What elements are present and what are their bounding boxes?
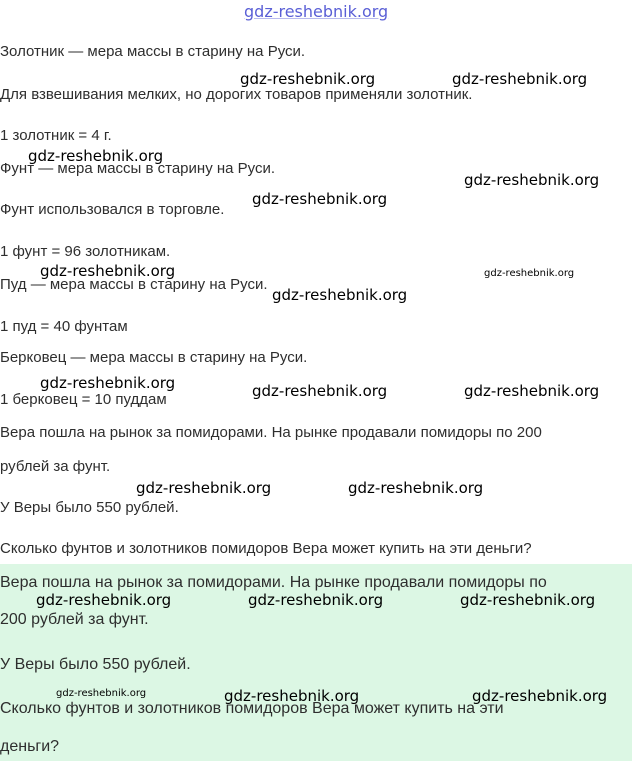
watermark: gdz-reshebnik.org — [464, 382, 600, 400]
text-line: Фунт использовался в торговле. — [0, 201, 225, 218]
watermark: gdz-reshebnik.org — [56, 688, 147, 699]
header-watermark-link[interactable]: gdz-reshebnik.org — [244, 2, 389, 21]
text-line: 1 фунт = 96 золотникам. — [0, 243, 171, 260]
watermark: gdz-reshebnik.org — [224, 687, 360, 705]
watermark: gdz-reshebnik.org — [40, 374, 176, 392]
watermark: gdz-reshebnik.org — [472, 687, 608, 705]
watermark: gdz-reshebnik.org — [136, 479, 272, 497]
text-line: 1 пуд = 40 фунтам — [0, 318, 128, 335]
text-line: Фунт — мера массы в старину на Руси. — [0, 160, 276, 177]
highlight-line: деньги? — [0, 738, 60, 755]
watermark: gdz-reshebnik.org — [248, 591, 384, 609]
highlight-line: Вера пошла на рынок за помидорами. На рынке продавали помидоры по — [0, 574, 547, 591]
watermark: gdz-reshebnik.org — [464, 171, 600, 189]
text-line: Берковец — мера массы в старину на Руси. — [0, 349, 308, 366]
text-line: 1 берковец = 10 пуддам — [0, 391, 167, 408]
text-line: рублей за фунт. — [0, 458, 111, 475]
text-line: Для взвешивания мелких, но дорогих товаров применяли золотник. — [0, 86, 473, 103]
highlight-line: Сколько фунтов и золотников помидоров Вера может купить на эти — [0, 700, 504, 717]
text-line: Золотник — мера массы в старину на Руси. — [0, 43, 306, 60]
watermark: gdz-reshebnik.org — [460, 591, 596, 609]
text-line: Пуд — мера массы в старину на Руси. — [0, 276, 268, 293]
watermark: gdz-reshebnik.org — [484, 268, 575, 279]
text-line: Сколько фунтов и золотников помидоров Вера может купить на эти деньги? — [0, 540, 532, 557]
watermark: gdz-reshebnik.org — [348, 479, 484, 497]
text-line: Вера пошла на рынок за помидорами. На рынке продавали помидоры по 200 — [0, 424, 542, 441]
text-line: У Веры было 550 рублей. — [0, 499, 179, 516]
watermark: gdz-reshebnik.org — [28, 147, 164, 165]
watermark: gdz-reshebnik.org — [252, 190, 388, 208]
text-line: 1 золотник = 4 г. — [0, 127, 112, 144]
watermark: gdz-reshebnik.org — [36, 591, 172, 609]
highlight-line: У Веры было 550 рублей. — [0, 656, 191, 673]
watermark: gdz-reshebnik.org — [452, 70, 588, 88]
watermark: gdz-reshebnik.org — [272, 286, 408, 304]
watermark: gdz-reshebnik.org — [252, 382, 388, 400]
highlight-line: 200 рублей за фунт. — [0, 611, 149, 628]
watermark: gdz-reshebnik.org — [40, 262, 176, 280]
watermark: gdz-reshebnik.org — [240, 70, 376, 88]
